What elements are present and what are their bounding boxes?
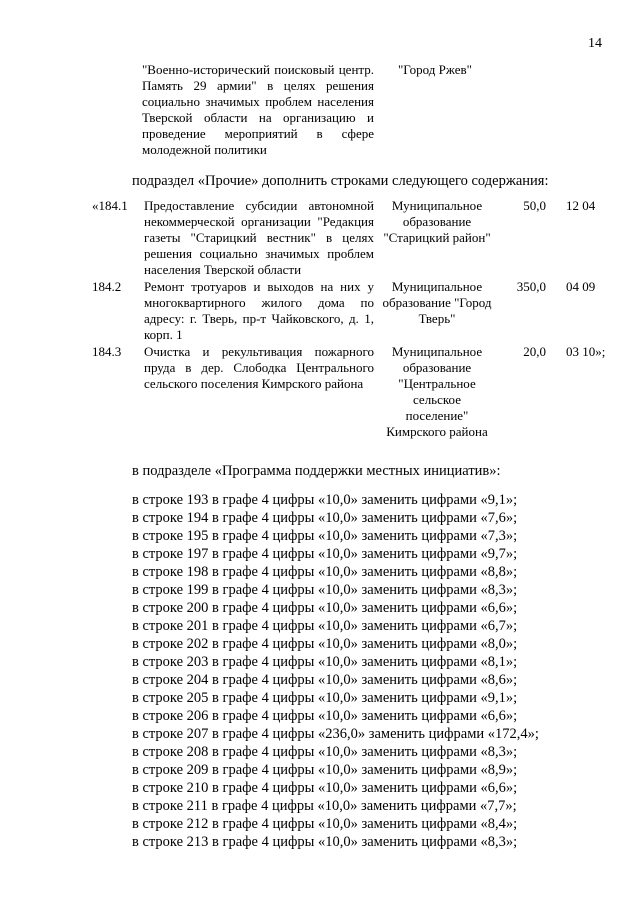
- replacement-line: в строке 202 в графе 4 цифры «10,0» заменить цифрами «8,0»;: [132, 636, 518, 652]
- replacement-line: в строке 197 в графе 4 цифры «10,0» заменить цифрами «9,7»;: [132, 546, 518, 562]
- row-code: 04 09: [566, 279, 596, 294]
- row-code: 12 04: [566, 198, 596, 213]
- page-number: 14: [588, 36, 602, 51]
- row-organization: Муниципальное образование "Старицкий район": [383, 198, 491, 245]
- program-intro: в подразделе «Программа поддержки местных инициатив»:: [132, 463, 501, 479]
- replacement-line: в строке 212 в графе 4 цифры «10,0» заменить цифрами «8,4»;: [132, 816, 518, 832]
- replacement-line: в строке 198 в графе 4 цифры «10,0» заменить цифрами «8,8»;: [132, 564, 518, 580]
- replacement-line: в строке 195 в графе 4 цифры «10,0» заменить цифрами «7,3»;: [132, 528, 518, 544]
- row-description: Очистка и рекультивация пожарного пруда в дер. Слободка Центрального сельского поселения Кимрского района: [144, 344, 374, 391]
- row-number: 184.3: [92, 344, 122, 359]
- replacement-line: в строке 193 в графе 4 цифры «10,0» заменить цифрами «9,1»;: [132, 492, 518, 508]
- row-organization: Муниципальное образование "Центральное сельское поселение" Кимрского района: [386, 344, 488, 439]
- subsection-intro: подраздел «Прочие» дополнить строками следующего содержания:: [132, 173, 549, 189]
- row-code: 03 10»;: [566, 344, 606, 359]
- replacement-line: в строке 204 в графе 4 цифры «10,0» заменить цифрами «8,6»;: [132, 672, 518, 688]
- replacement-line: в строке 194 в графе 4 цифры «10,0» заменить цифрами «7,6»;: [132, 510, 518, 526]
- row-description: Предоставление субсидии автономной некоммерческой организации "Редакция газеты "Старицкий вестник" в целях решения социально значимых проблем населения Тверской области: [144, 198, 374, 277]
- replacement-line: в строке 205 в графе 4 цифры «10,0» заменить цифрами «9,1»;: [132, 690, 518, 706]
- replacement-line: в строке 201 в графе 4 цифры «10,0» заменить цифрами «6,7»;: [132, 618, 518, 634]
- replacement-line: в строке 208 в графе 4 цифры «10,0» заменить цифрами «8,3»;: [132, 744, 518, 760]
- replacement-line: в строке 211 в графе 4 цифры «10,0» заменить цифрами «7,7»;: [132, 798, 517, 814]
- row-organization: Муниципальное образование "Город Тверь": [382, 279, 492, 326]
- row-sum: 350,0: [516, 279, 546, 294]
- replacement-line: в строке 199 в графе 4 цифры «10,0» заменить цифрами «8,3»;: [132, 582, 518, 598]
- row-sum: 50,0: [523, 198, 546, 213]
- row-number: «184.1: [92, 198, 128, 213]
- replacement-line: в строке 213 в графе 4 цифры «10,0» заменить цифрами «8,3»;: [132, 834, 518, 850]
- replacement-line: в строке 206 в графе 4 цифры «10,0» заменить цифрами «6,6»;: [132, 708, 518, 724]
- top-entry-description: "Военно-исторический поисковый центр. Память 29 армии" в целях решения социально значимых проблем населения Тверской области на организацию и проведение мероприятий в сфере молодежной политики: [142, 62, 374, 157]
- replacement-line: в строке 200 в графе 4 цифры «10,0» заменить цифрами «6,6»;: [132, 600, 518, 616]
- replacement-line: в строке 207 в графе 4 цифры «236,0» заменить цифрами «172,4»;: [132, 726, 539, 742]
- row-description: Ремонт тротуаров и выходов на них у многоквартирного жилого дома по адресу: г. Тверь, пр-т Чайковского, д. 1, корп. 1: [144, 279, 374, 342]
- row-number: 184.2: [92, 279, 122, 294]
- top-entry-organization: "Город Ржев": [398, 62, 472, 77]
- replacement-line: в строке 209 в графе 4 цифры «10,0» заменить цифрами «8,9»;: [132, 762, 518, 778]
- row-sum: 20,0: [523, 344, 546, 359]
- replacement-line: в строке 203 в графе 4 цифры «10,0» заменить цифрами «8,1»;: [132, 654, 518, 670]
- replacement-list: [132, 491, 539, 851]
- replacement-line: в строке 210 в графе 4 цифры «10,0» заменить цифрами «6,6»;: [132, 780, 518, 796]
